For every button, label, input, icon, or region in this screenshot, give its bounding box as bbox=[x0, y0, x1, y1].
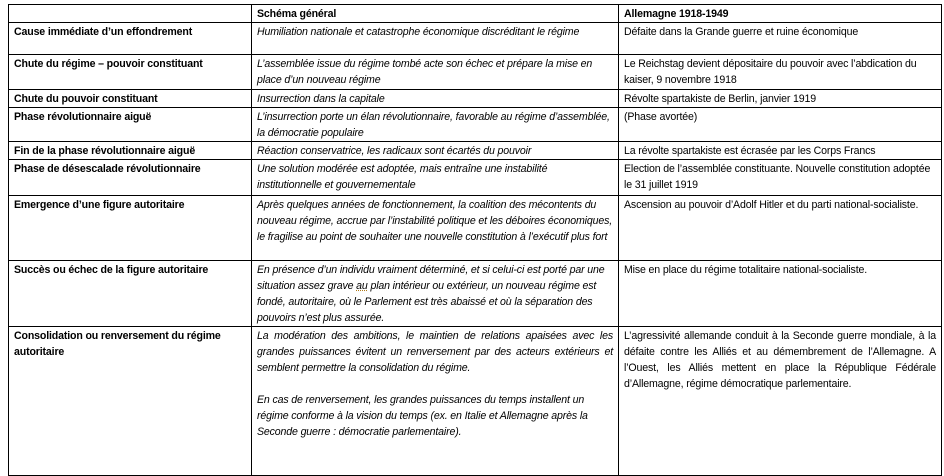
allemagne-cell: Défaite dans la Grande guerre et ruine économique bbox=[619, 23, 942, 55]
table-row bbox=[9, 327, 942, 476]
schema-cell: L’insurrection porte un élan révolutionnaire, favorable au régime d’assemblée, la démocratie populaire bbox=[252, 108, 619, 142]
schema-cell bbox=[252, 261, 619, 327]
allemagne-cell: L’agressivité allemande conduit à la Seconde guerre mondiale, à la défaite contre les Alliés et au démembrement de l’Allemagne. A l’Ouest, les Alliés mettent en place la République Fédérale d’Allemagne, régime démocratique parlementaire. bbox=[619, 327, 942, 476]
table-row bbox=[9, 160, 942, 196]
table-row bbox=[9, 55, 942, 90]
phase-cell: Consolidation ou renversement du régime autoritaire bbox=[9, 327, 252, 476]
phase-cell: Chute du régime – pouvoir constituant bbox=[9, 55, 252, 90]
schema-cell: L’assemblée issue du régime tombé acte son échec et prépare la mise en place d’un nouveau régime bbox=[252, 55, 619, 90]
phase-cell: Cause immédiate d’un effondrement bbox=[9, 23, 252, 55]
table-row bbox=[9, 261, 942, 327]
schema-cell: Réaction conservatrice, les radicaux sont écartés du pouvoir bbox=[252, 142, 619, 160]
schema-paragraph: La modération des ambitions, le maintien de relations apaisées avec les grandes puissances évitent un renversement par des acteurs extérieurs et semblent permettre la consolidation du régime. bbox=[257, 330, 613, 374]
phase-cell: Phase révolutionnaire aiguë bbox=[9, 108, 252, 142]
schema-cell: Après quelques années de fonctionnement, la coalition des mécontents du nouveau régime, accrue par l’instabilité politique et les déboires économiques, le fragilise au point de souhaiter une nouvelle constitution à l’exécutif plus fort bbox=[252, 196, 619, 261]
schema-cell: Insurrection dans la capitale bbox=[252, 90, 619, 108]
allemagne-cell: (Phase avortée) bbox=[619, 108, 942, 142]
table-row bbox=[9, 108, 942, 142]
phase-cell: Phase de désescalade révolutionnaire bbox=[9, 160, 252, 196]
header-row bbox=[9, 5, 942, 23]
phase-cell: Chute du pouvoir constituant bbox=[9, 90, 252, 108]
phase-cell: Emergence d’une figure autoritaire bbox=[9, 196, 252, 261]
phase-cell: Fin de la phase révolutionnaire aiguë bbox=[9, 142, 252, 160]
table-row bbox=[9, 142, 942, 160]
schema-paragraph: En cas de renversement, les grandes puissances du temps installent un régime conforme à la vision du temps (ex. en Italie et Allemagne après la Seconde guerre : démocratie parlementaire). bbox=[257, 394, 588, 438]
allemagne-cell: Révolte spartakiste de Berlin, janvier 1919 bbox=[619, 90, 942, 108]
header-schema: Schéma général bbox=[252, 5, 619, 23]
allemagne-cell: Ascension au pouvoir d’Adolf Hitler et du parti national-socialiste. bbox=[619, 196, 942, 261]
phase-cell: Succès ou échec de la figure autoritaire bbox=[9, 261, 252, 327]
header-allemagne: Allemagne 1918-1949 bbox=[619, 5, 942, 23]
schema-text: En présence d’un individu vraiment déterminé, et si celui-ci est porté par une situation assez grave bbox=[257, 264, 605, 292]
comparison-table bbox=[8, 4, 942, 476]
allemagne-cell: Le Reichstag devient dépositaire du pouvoir avec l’abdication du kaiser, 9 novembre 1918 bbox=[619, 55, 942, 90]
allemagne-cell: Election de l’assemblée constituante. Nouvelle constitution adoptée le 31 juillet 1919 bbox=[619, 160, 942, 196]
schema-text: plan intérieur ou extérieur, un nouveau régime est fondé, autoritaire, où le Parlement est très abaissé et où la séparation des pouvoirs n’est plus assurée. bbox=[257, 280, 597, 324]
header-cell-empty bbox=[9, 5, 252, 23]
table-row bbox=[9, 23, 942, 55]
schema-cell: Une solution modérée est adoptée, mais entraîne une instabilité institutionnelle et gouvernementale bbox=[252, 160, 619, 196]
schema-cell: Humiliation nationale et catastrophe économique discréditant le régime bbox=[252, 23, 619, 55]
spellcheck-flagged-word[interactable]: au bbox=[356, 280, 368, 292]
table-row bbox=[9, 90, 942, 108]
allemagne-cell: La révolte spartakiste est écrasée par les Corps Francs bbox=[619, 142, 942, 160]
allemagne-cell: Mise en place du régime totalitaire national-socialiste. bbox=[619, 261, 942, 327]
schema-cell bbox=[252, 327, 619, 476]
table-row bbox=[9, 196, 942, 261]
